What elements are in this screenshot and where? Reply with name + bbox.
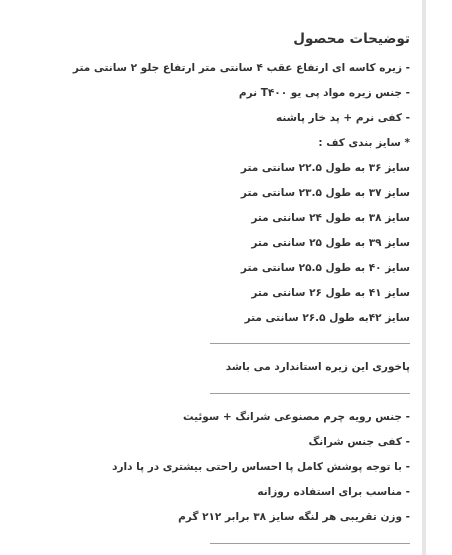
product-description bbox=[72, 26, 410, 331]
fit-note-block bbox=[226, 355, 410, 380]
feature-line: - مناسب برای استفاده روزانه bbox=[257, 486, 410, 498]
feature-line: - کفی جنس شرانگ bbox=[308, 436, 410, 448]
fit-note: پاخوری این زیره استاندارد می باشد bbox=[225, 361, 410, 373]
feature-line: - با توجه پوشش کامل پا احساس راحتی بیشتری در پا دارد bbox=[112, 461, 410, 473]
section-title: توضیحات محصول bbox=[293, 31, 410, 47]
divider-line bbox=[210, 543, 410, 544]
spec-line: - جنس زیره مواد پی یو T۴۰۰ نرم bbox=[238, 87, 410, 99]
size-chart-heading: * سایز بندی کف : bbox=[318, 137, 410, 149]
size-line: سایز ۳۸ به طول ۲۴ سانتی متر bbox=[251, 212, 410, 224]
feature-line: - وزن تقریبی هر لنگه سایز ۳۸ برابر ۲۱۲ گرم bbox=[178, 511, 410, 523]
divider-line bbox=[210, 393, 410, 394]
spec-line: - زیره کاسه ای ارتفاع عقب ۴ سانتی متر ارتفاع جلو ۲ سانتی متر bbox=[72, 62, 410, 74]
spec-line: - کفی نرم + پد خار پاشنه bbox=[276, 112, 410, 124]
divider-line bbox=[210, 343, 410, 344]
feature-line: - جنس رویه چرم مصنوعی شرانگ + سوئیت bbox=[182, 411, 410, 423]
features-block bbox=[112, 405, 410, 530]
size-line: سایز ۴۰ به طول ۲۵.۵ سانتی متر bbox=[240, 262, 410, 274]
size-line: سایز ۳۶ به طول ۲۲.۵ سانتی متر bbox=[240, 162, 410, 174]
size-line: سایز ۴۱ به طول ۲۶ سانتی متر bbox=[251, 287, 410, 299]
size-line: سایز ۳۹ به طول ۲۵ سانتی متر bbox=[251, 237, 410, 249]
size-line: سایز ۴۲به طول ۲۶.۵ سانتی متر bbox=[244, 312, 410, 324]
page-margin bbox=[426, 0, 452, 555]
size-line: سایز ۳۷ به طول ۲۳.۵ سانتی متر bbox=[240, 187, 410, 199]
